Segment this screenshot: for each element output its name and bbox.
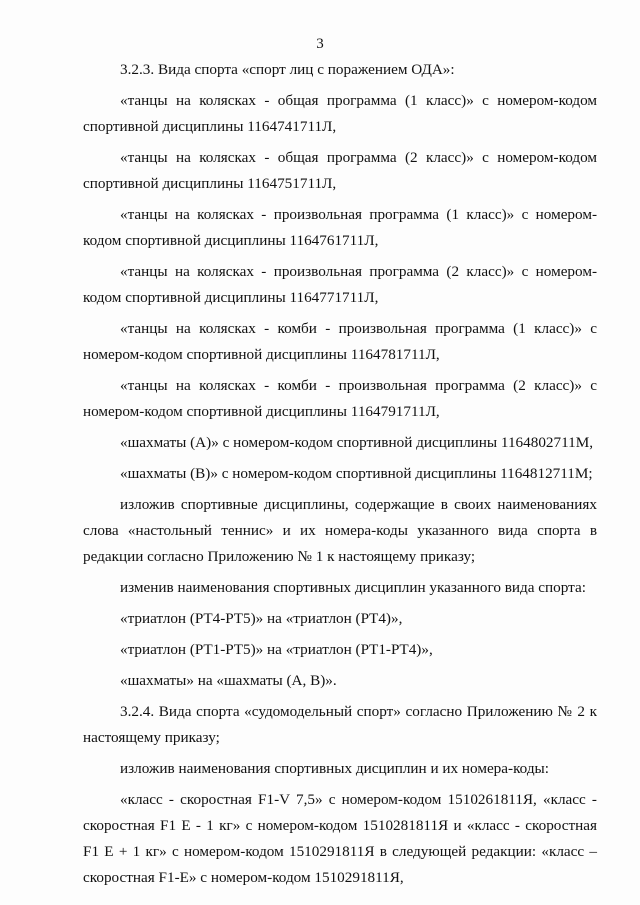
- section-heading-3-2-4: 3.2.4. Вида спорта «судомодельный спорт» согласно Приложению № 2 к настоящему приказу;: [83, 703, 597, 746]
- paragraph: «танцы на колясках - произвольная программа (2 класс)» с номером-кодом спортивной дисциплины 1164771711Л,: [83, 263, 597, 306]
- paragraph: «танцы на колясках - общая программа (2 класс)» с номером-кодом спортивной дисциплины 1164751711Л,: [83, 149, 597, 192]
- section-heading-3-2-3: 3.2.3. Вида спорта «спорт лиц с поражением ОДА»:: [120, 61, 455, 78]
- paragraph: «триатлон (PT1-PT5)» на «триатлон (PT1-PT4)»,: [120, 641, 433, 658]
- paragraph: «танцы на колясках - комби - произвольная программа (2 класс)» с номером-кодом спортивной дисциплины 1164791711Л,: [83, 377, 597, 420]
- paragraph: «танцы на колясках - общая программа (1 класс)» с номером-кодом спортивной дисциплины 1164741711Л,: [83, 92, 597, 135]
- paragraph: изложив спортивные дисциплины, содержащие в своих наименованиях слова «настольный теннис» и их номера-коды указанного вида спорта в редакции согласно Приложению № 1 к настоящему приказу;: [83, 496, 597, 565]
- page-number: 3: [316, 36, 324, 52]
- paragraph: «триатлон (PT4-PT5)» на «триатлон (PT4)»,: [120, 610, 403, 627]
- paragraph: «танцы на колясках - произвольная программа (1 класс)» с номером-кодом спортивной дисциплины 1164761711Л,: [83, 206, 597, 249]
- paragraph: «шахматы» на «шахматы (А, В)».: [120, 672, 337, 689]
- paragraph: изложив наименования спортивных дисциплин и их номера-коды:: [120, 760, 549, 777]
- paragraph: «класс - скоростная F1-V 7,5» с номером-кодом 1510261811Я, «класс - скоростная F1 Е - 1 кг» с номером-кодом 1510281811Я и «класс - скоростная F1 Е + 1 кг» с номером-кодом 1510291811Я в следующей редакции: «класс – скоростная F1-Е» с номером-кодом 1510291811Я,: [83, 791, 597, 886]
- paragraph: «танцы на колясках - комби - произвольная программа (1 класс)» с номером-кодом спортивной дисциплины 1164781711Л,: [83, 320, 597, 363]
- document-body: [83, 57, 597, 891]
- paragraph: «шахматы (В)» с номером-кодом спортивной дисциплины 1164812711М;: [120, 465, 593, 482]
- paragraph: «шахматы (А)» с номером-кодом спортивной дисциплины 1164802711М,: [120, 434, 594, 451]
- paragraph: изменив наименования спортивных дисциплин указанного вида спорта:: [120, 579, 586, 596]
